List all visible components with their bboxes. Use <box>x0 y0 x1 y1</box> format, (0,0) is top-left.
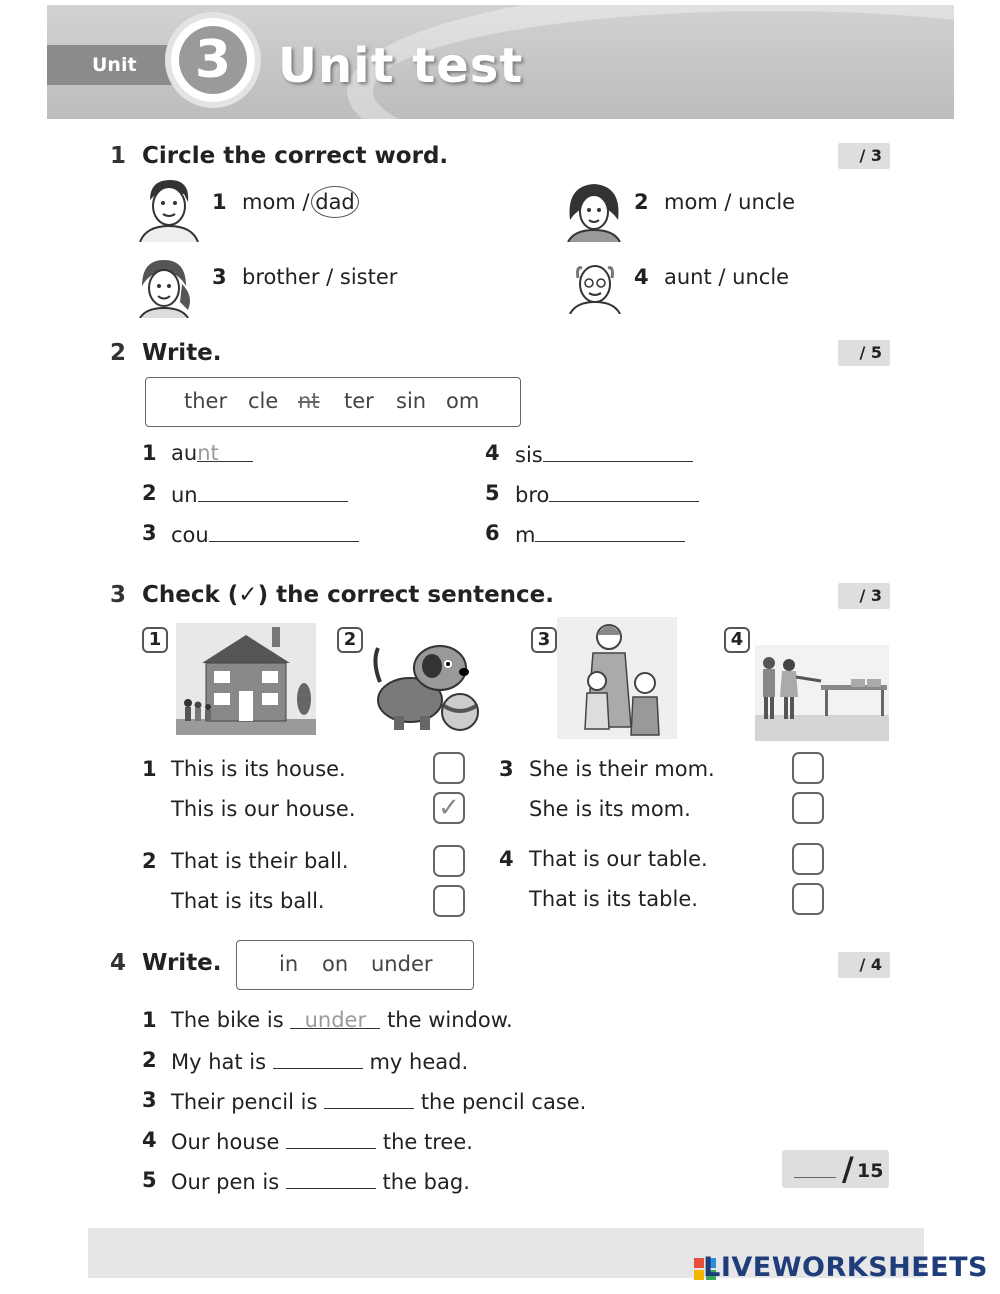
s3-item-3-checkbox-b[interactable] <box>792 792 824 824</box>
total-score-max: 15 <box>857 1160 884 1182</box>
s4-item-5: Our pen is the bag. <box>171 1170 470 1194</box>
word-chip: under <box>371 952 433 976</box>
picture-number: 1 <box>142 627 168 653</box>
s4-item-4-blank[interactable] <box>286 1128 376 1149</box>
s4-item-2-blank[interactable] <box>273 1048 363 1069</box>
s2-item-5-blank[interactable] <box>549 481 699 502</box>
word-chip: ther <box>184 389 228 413</box>
s3-item-3-sentence-a: She is their mom. <box>529 757 715 781</box>
picture-number: 3 <box>531 627 557 653</box>
s2-item-6-blank[interactable] <box>535 521 685 542</box>
section-2-title: Write. <box>142 340 222 366</box>
liveworksheets-brand[interactable]: LIVEWORKSHEETS <box>703 1252 988 1283</box>
s3-item-4-checkbox-b[interactable] <box>792 883 824 915</box>
s3-item-number: 4 <box>499 847 514 871</box>
s2-item-2: un <box>171 481 348 507</box>
s1-item-number: 3 <box>212 265 227 289</box>
s3-item-4-sentence-b: That is its table. <box>529 887 698 911</box>
unit-number-badge <box>165 12 261 108</box>
s4-item-1: The bike is under the window. <box>171 1008 513 1032</box>
s3-item-3-sentence-b: She is its mom. <box>529 797 691 821</box>
s1-item-number: 1 <box>212 190 227 214</box>
word-chip: in <box>279 952 299 976</box>
s1-item-2-options[interactable]: mom / uncle <box>664 190 796 214</box>
s3-item-number: 1 <box>142 757 157 781</box>
total-score-box <box>782 1150 889 1188</box>
section-4-number: 4 <box>110 950 127 976</box>
s4-item-number: 3 <box>142 1088 157 1112</box>
s4-item-3: Their pencil is the pencil case. <box>171 1090 587 1114</box>
s4-item-3-blank[interactable] <box>324 1088 414 1109</box>
mother-and-children-picture <box>557 617 677 739</box>
family-house-picture <box>176 623 316 735</box>
word-chip-used: nt <box>298 389 320 413</box>
picture-number: 4 <box>724 627 750 653</box>
word-chip: sin <box>396 389 427 413</box>
total-score-slash: / <box>842 1150 854 1188</box>
word-chip: ter <box>344 389 374 413</box>
s2-item-5: bro <box>515 481 699 507</box>
word-chip: cle <box>248 389 279 413</box>
s4-item-number: 4 <box>142 1128 157 1152</box>
s2-item-number: 6 <box>485 521 500 545</box>
section-1-title: Circle the correct word. <box>142 143 449 169</box>
s2-item-number: 5 <box>485 481 500 505</box>
s2-item-number: 2 <box>142 481 157 505</box>
s3-item-2-checkbox-a[interactable] <box>433 845 465 877</box>
s3-item-4-sentence-a: That is our table. <box>529 847 708 871</box>
s2-item-4-blank[interactable] <box>543 441 693 462</box>
picture-number: 2 <box>337 627 363 653</box>
section-4-score: / 4 <box>838 952 890 978</box>
unit-number: 3 <box>179 26 247 94</box>
section-1-score: / 3 <box>838 143 890 169</box>
section-3-score: / 3 <box>838 583 890 609</box>
s3-item-4-checkbox-a[interactable] <box>792 843 824 875</box>
section-1-number: 1 <box>110 143 127 169</box>
s2-item-6: m <box>515 521 685 547</box>
section-2-score: / 5 <box>838 340 890 366</box>
s1-item-number: 4 <box>634 265 649 289</box>
mother-portrait-icon <box>562 180 626 242</box>
s2-word-box <box>145 377 521 427</box>
s2-item-number: 3 <box>142 521 157 545</box>
s2-item-3-blank[interactable] <box>209 521 359 542</box>
s3-item-1-checkbox-b[interactable]: ✓ <box>433 792 465 824</box>
s2-item-1: aunt <box>171 441 253 465</box>
sister-portrait-icon <box>132 256 196 318</box>
s2-item-4: sis <box>515 441 693 467</box>
s4-item-5-blank[interactable] <box>286 1168 376 1189</box>
dog-with-ball-picture <box>370 632 480 732</box>
s4-item-4: Our house the tree. <box>171 1130 473 1154</box>
s2-item-number: 4 <box>485 441 500 465</box>
total-score-blank[interactable] <box>794 1177 836 1178</box>
s3-item-number: 3 <box>499 757 514 781</box>
s2-item-2-blank[interactable] <box>198 481 348 502</box>
s3-item-2-sentence-a: That is their ball. <box>171 849 349 873</box>
s4-item-2: My hat is my head. <box>171 1050 469 1074</box>
s3-item-1-sentence-b: This is our house. <box>171 797 356 821</box>
grandfather-portrait-icon <box>564 256 626 314</box>
section-3-number: 3 <box>110 582 127 608</box>
s2-item-number: 1 <box>142 441 157 465</box>
s3-item-1-sentence-a: This is its house. <box>171 757 346 781</box>
s4-word-box <box>236 940 474 990</box>
s4-item-number: 2 <box>142 1048 157 1072</box>
s3-item-3-checkbox-a[interactable] <box>792 752 824 784</box>
s4-item-1-answer[interactable]: under <box>290 1008 380 1029</box>
s1-item-1-circled-answer[interactable]: dad <box>311 186 359 218</box>
word-chip: om <box>446 389 480 413</box>
s1-item-4-options[interactable]: aunt / uncle <box>664 265 790 289</box>
section-2-number: 2 <box>110 340 127 366</box>
s1-item-number: 2 <box>634 190 649 214</box>
s3-item-number: 2 <box>142 849 157 873</box>
word-chip: on <box>322 952 349 976</box>
s1-item-3-options[interactable]: brother / sister <box>242 265 398 289</box>
children-and-table-picture <box>755 645 889 741</box>
s1-item-1-option-a: mom / <box>242 190 310 214</box>
s3-item-2-sentence-b: That is its ball. <box>171 889 325 913</box>
page-title: Unit test <box>278 38 524 94</box>
s4-item-number: 1 <box>142 1008 157 1032</box>
s3-item-2-checkbox-b[interactable] <box>433 885 465 917</box>
s4-item-number: 5 <box>142 1168 157 1192</box>
unit-label: Unit <box>47 45 187 85</box>
section-4-title: Write. <box>142 950 222 976</box>
s2-item-1-answer[interactable]: nt <box>197 441 253 462</box>
s3-item-1-checkbox-a[interactable] <box>433 752 465 784</box>
section-3-title: Check (✓) the correct sentence. <box>142 582 555 608</box>
father-portrait-icon <box>136 176 202 242</box>
s2-item-3: cou <box>171 521 359 547</box>
